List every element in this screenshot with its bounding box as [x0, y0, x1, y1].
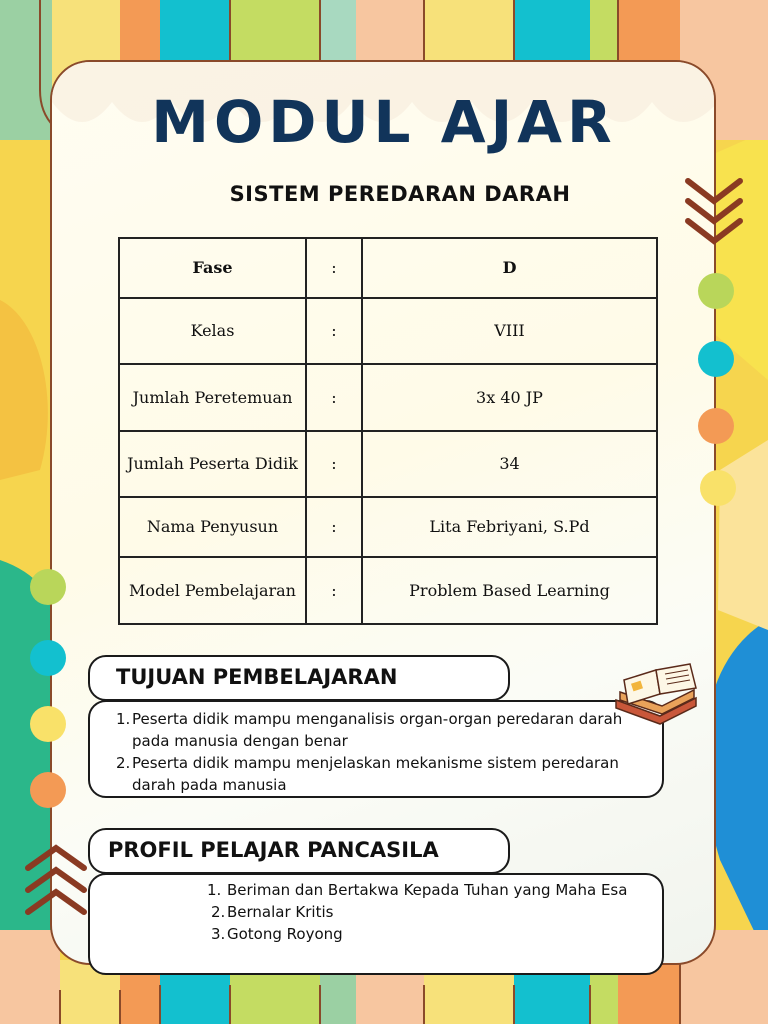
tujuan-list [116, 708, 652, 796]
table-row [119, 298, 657, 364]
row-label: Jumlah Peserta Didik [119, 431, 306, 497]
dot-left-orange [30, 772, 66, 808]
row-label: Fase [119, 238, 306, 298]
list-item: 3. Gotong Royong [211, 925, 343, 943]
book-icon [610, 660, 702, 728]
row-label: Jumlah Peretemuan [119, 364, 306, 431]
dot-right-cyan [698, 341, 734, 377]
row-value: D [362, 238, 657, 298]
table-row [119, 364, 657, 431]
dot-right-orange [698, 408, 734, 444]
tujuan-list-box [88, 700, 664, 798]
list-item: 1. Peserta didik mampu menganalisis organ-organ peredaran darah pada manusia dengan benar [116, 710, 623, 750]
list-item: 2. Bernalar Kritis [211, 903, 334, 921]
table-row [119, 557, 657, 624]
row-separator: : [306, 298, 362, 364]
profil-list [207, 879, 652, 945]
row-value: 34 [362, 431, 657, 497]
list-item: 1. Beriman dan Bertakwa Kepada Tuhan yang Maha Esa [207, 881, 628, 899]
page-subtitle: SISTEM PEREDARAN DARAH [229, 182, 571, 206]
table-row [119, 497, 657, 557]
dot-left-green [30, 569, 66, 605]
tujuan-heading: TUJUAN PEMBELAJARAN [88, 655, 510, 701]
profil-list-box [88, 873, 664, 975]
info-table [118, 237, 658, 625]
row-value: Lita Febriyani, S.Pd [362, 497, 657, 557]
row-separator: : [306, 497, 362, 557]
dot-left-cyan [30, 640, 66, 676]
page-title: MODUL AJAR [151, 88, 617, 156]
table-row [119, 238, 657, 298]
table-row [119, 431, 657, 497]
row-separator: : [306, 238, 362, 298]
profil-heading: PROFIL PELAJAR PANCASILA [88, 828, 510, 874]
row-value: VIII [362, 298, 657, 364]
row-label: Kelas [119, 298, 306, 364]
row-value: 3x 40 JP [362, 364, 657, 431]
row-separator: : [306, 431, 362, 497]
dot-left-yellow [30, 706, 66, 742]
row-separator: : [306, 364, 362, 431]
dot-right-green [698, 273, 734, 309]
row-separator: : [306, 557, 362, 624]
chevron-up-icon [22, 842, 90, 922]
dot-right-yellow [700, 470, 736, 506]
list-item: 2. Peserta didik mampu menjelaskan mekanisme sistem peredaran darah pada manusia [116, 754, 619, 794]
row-label: Model Pembelajaran [119, 557, 306, 624]
row-value: Problem Based Learning [362, 557, 657, 624]
row-label: Nama Penyusun [119, 497, 306, 557]
